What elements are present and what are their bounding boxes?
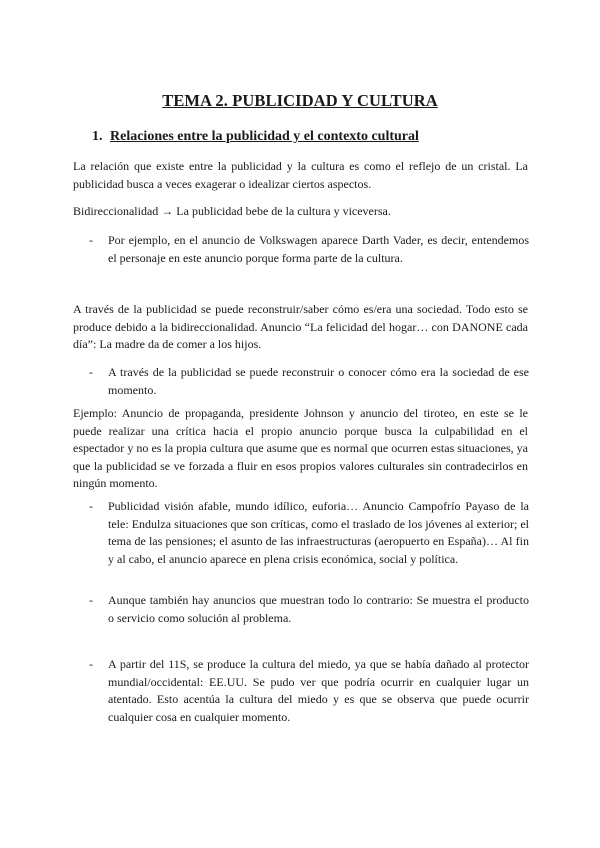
bullet-marker: - (89, 233, 93, 247)
bullet-text: A través de la publicidad se puede reconstruir o conocer cómo era la sociedad de ese momento. (108, 365, 529, 397)
list-item (89, 656, 529, 726)
section-number: 1. (92, 129, 103, 144)
bullet-text: Aunque también hay anuncios que muestran todo lo contrario: Se muestra el producto o servicio como solución al problema. (108, 593, 529, 625)
bullet-text: Publicidad visión afable, mundo idílico, euforia… Anuncio Campofrío Payaso de la tele: Endulza situaciones que son críticas, como el traslado de los jóvenes al exterior; el tema de las pensiones; el asunto de las infraestructuras (aeropuerto en España)… Al fin y al cabo, el anuncio aparece en plena crisis económica, social y política. (108, 499, 529, 566)
bullet-marker: - (89, 593, 93, 607)
bullet-marker: - (89, 657, 93, 671)
list-item (89, 232, 529, 267)
list-item (89, 592, 529, 627)
bullet-text: Por ejemplo, en el anuncio de Volkswagen aparece Darth Vader, es decir, entendemos el personaje en este anuncio porque forma parte de la cultura. (108, 233, 529, 265)
section-heading (92, 129, 419, 145)
paragraph-intro: La relación que existe entre la publicidad y la cultura es como el reflejo de un cristal. La publicidad busca a veces exagerar o idealizar ciertos aspectos. (73, 159, 528, 191)
bullet-marker: - (89, 499, 93, 513)
paragraph-bidireccionalidad: Bidireccionalidad → La publicidad bebe de la cultura y viceversa. (73, 204, 391, 218)
list-item (89, 364, 529, 399)
section-title: Relaciones entre la publicidad y el contexto cultural (110, 129, 419, 144)
paragraph-ejemplo: Ejemplo: Anuncio de propaganda, presidente Johnson y anuncio del tiroteo, en este se le puede realizar una crítica hacia el propio anuncio porque busca la culpabilidad en el espectador y no es la propia cultura que asume que es normal que ocurren estas situaciones, ya que la publicidad se ve forzada a fluir en esos propios valores culturales sin contradecirlos en ningún momento. (73, 406, 528, 491)
list-item (89, 498, 529, 568)
bullet-marker: - (89, 365, 93, 379)
page-title: TEMA 2. PUBLICIDAD Y CULTURA (162, 91, 438, 110)
paragraph-reconstruir: A través de la publicidad se puede reconstruir/saber cómo es/era una sociedad. Todo esto se produce debido a la bidireccionalidad. Anuncio “La felicidad del hogar… con DANONE cada día”: La madre da de comer a los hijos. (73, 302, 528, 352)
bullet-text: A partir del 11S, se produce la cultura del miedo, ya que se había dañado al protector mundial/occidental: EE.UU. Se pudo ver que podría ocurrir en cualquier lugar un atentado. Esto acentúa la cultura del miedo y es que se observa que puede ocurrir cualquier cosa en cualquier momento. (108, 657, 529, 724)
